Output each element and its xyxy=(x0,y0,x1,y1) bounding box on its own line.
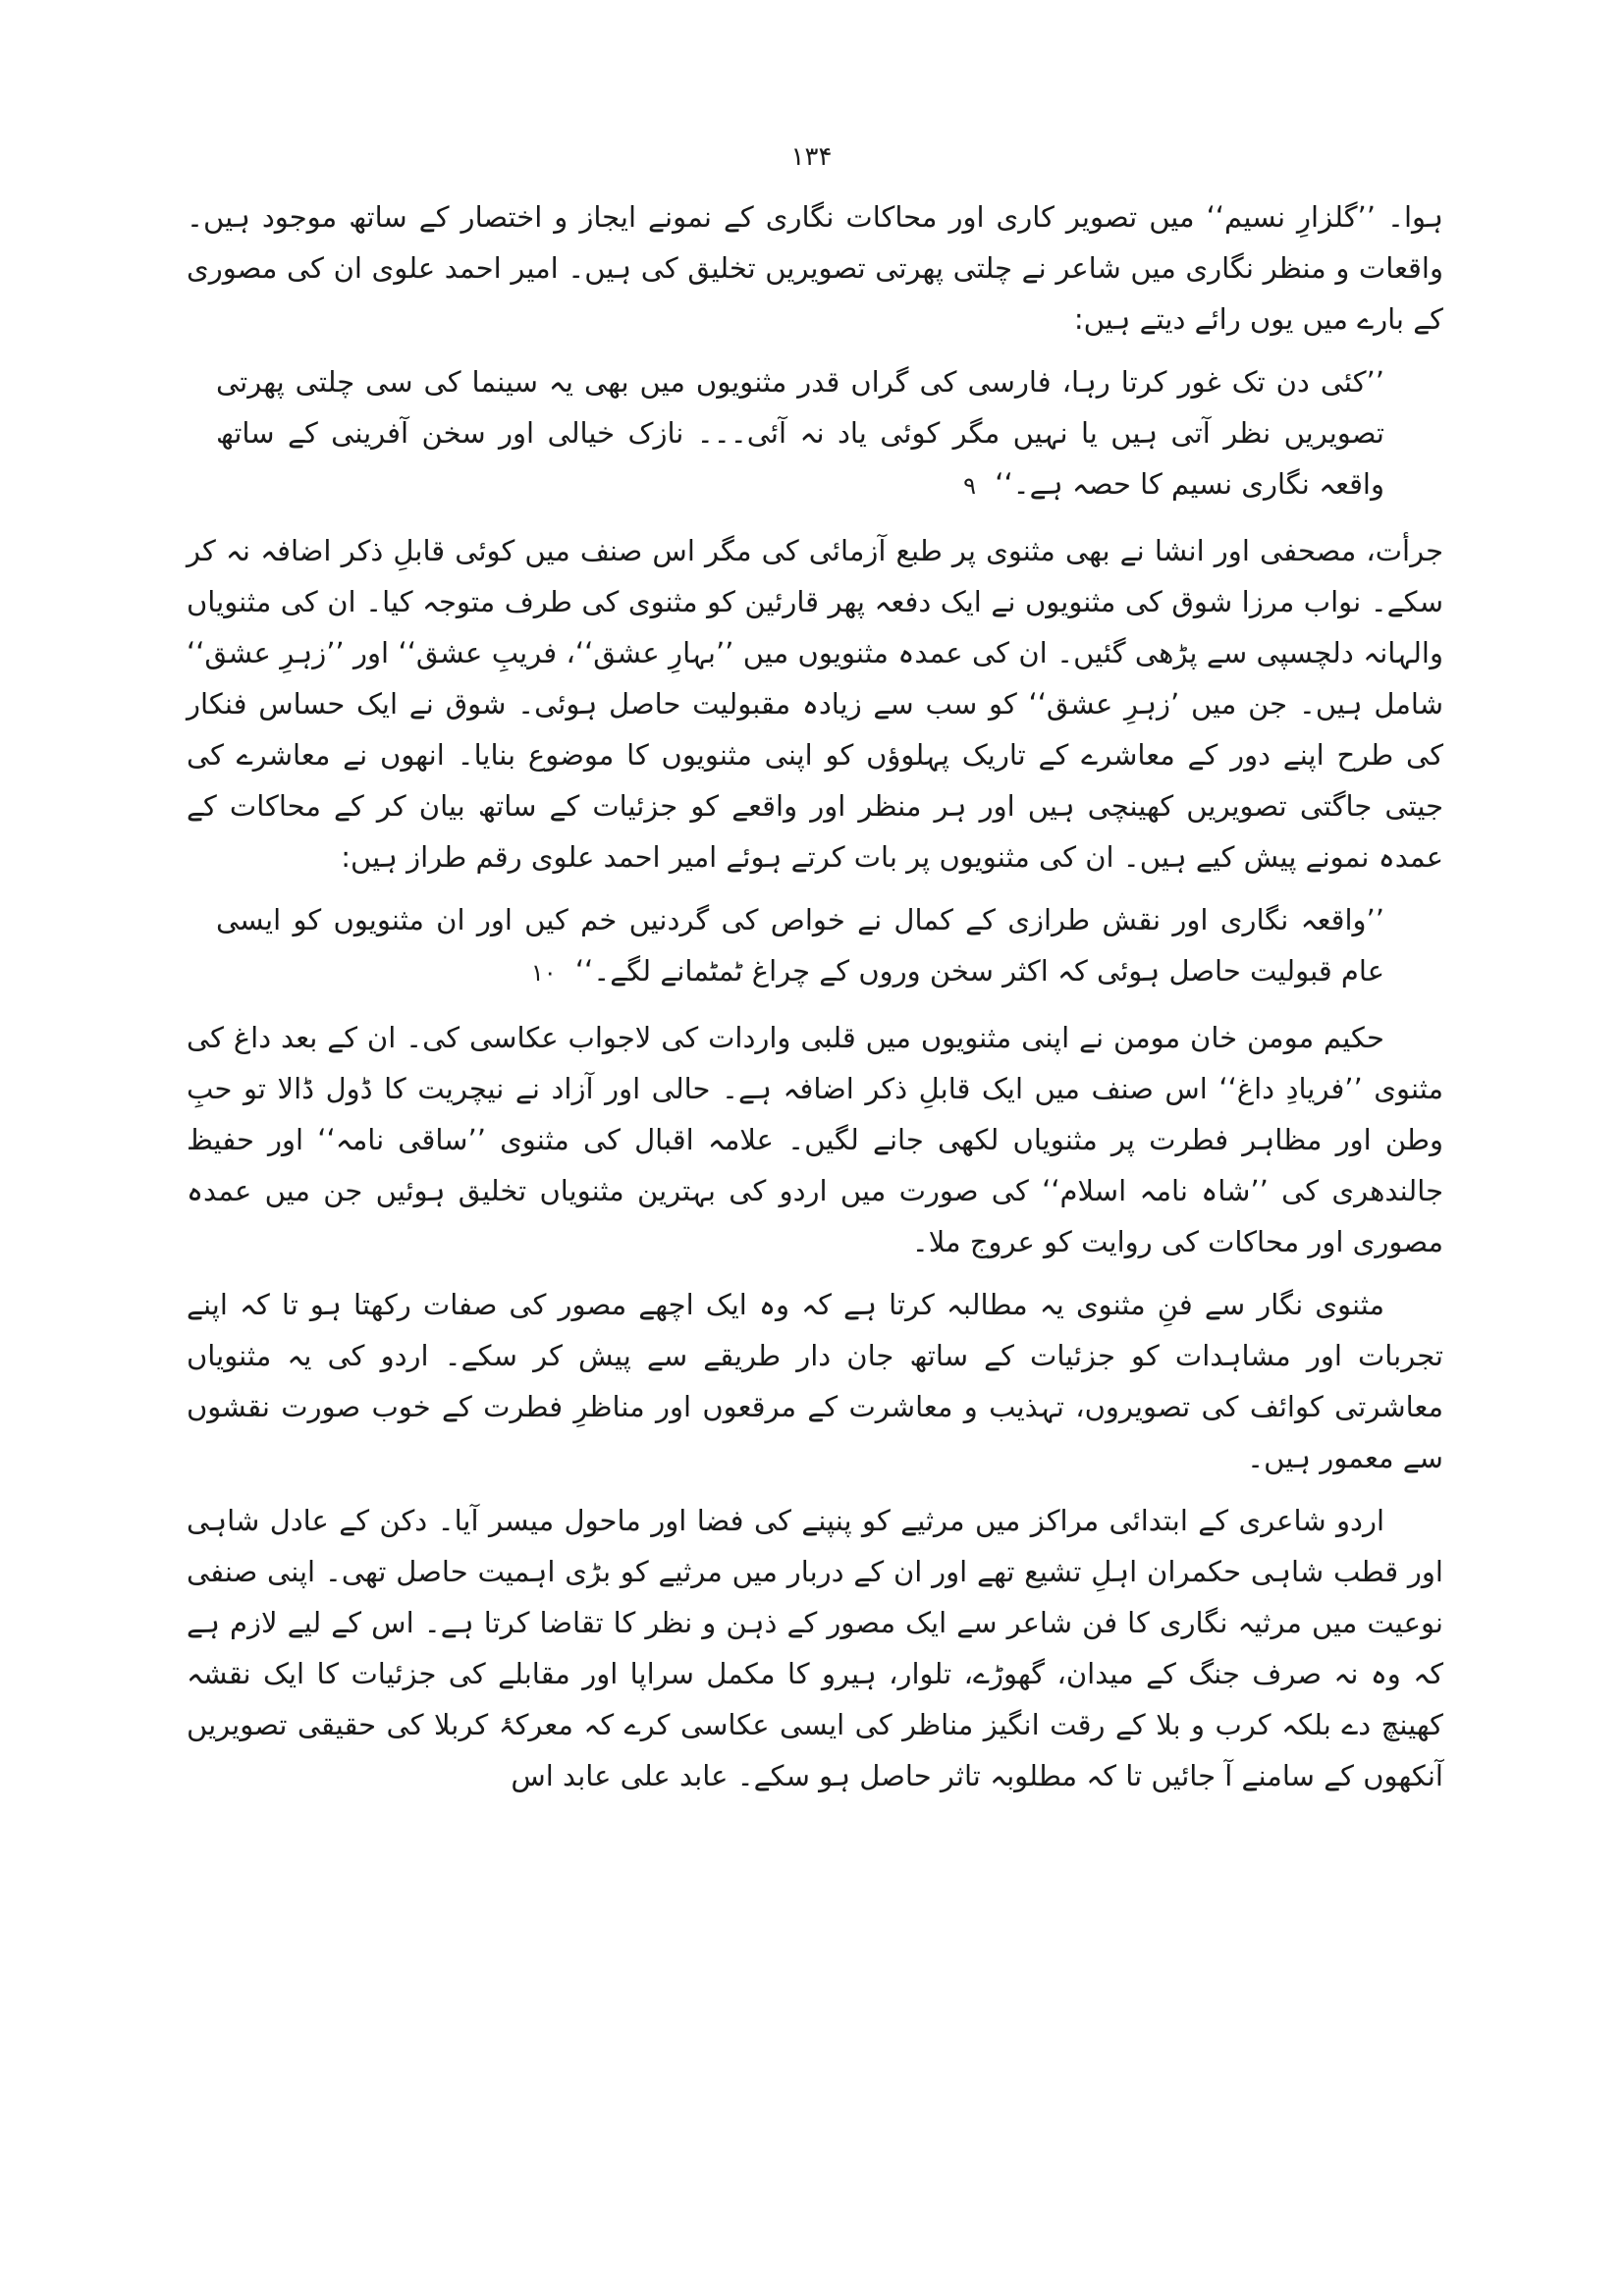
quote-text: ’’کئی دن تک غور کرتا رہا، فارسی کی گراں قدر مثنویوں میں بھی یہ سینما کی سی چلتی پھرتی تصویریں نظر آتی ہیں یا نہیں مگر کوئی یاد نہ آئی۔۔۔ نازک خیالی اور سخن آفرینی کے ساتھ واقعہ نگاری نسیم کا حصہ ہے۔‘‘ xyxy=(216,365,1384,501)
page-number: ۱۳۴ xyxy=(790,142,833,172)
paragraph-3 xyxy=(187,1012,1443,1267)
quote-text: ’’واقعہ نگاری اور نقش طرازی کے کمال نے خواص کی گردنیں خم کیں اور ان مثنویوں کو ایسی عام قبولیت حاصل ہوئی کہ اکثر سخن وروں کے چراغ ٹمٹمانے لگے۔‘‘ xyxy=(216,903,1384,988)
paragraph-1 xyxy=(187,191,1443,345)
paragraph-text: مثنوی نگار سے فنِ مثنوی یہ مطالبہ کرتا ہے کہ وہ ایک اچھے مصور کی صفات رکھتا ہو تا کہ اپنے تجربات اور مشاہدات کو جزئیات کے ساتھ جان دار طریقے سے پیش کر سکے۔ اردو کی یہ مثنویاں معاشرتی کوائف کی تصویروں، تہذیب و معاشرت کے مرقعوں اور مناظرِ فطرت کے خوب صورت نقشوں سے معمور ہیں۔ xyxy=(187,1288,1443,1474)
paragraph-text: اردو شاعری کے ابتدائی مراکز میں مرثیے کو پنپنے کی فضا اور ماحول میسر آیا۔ دکن کے عادل شاہی اور قطب شاہی حکمران اہلِ تشیع تھے اور ان کے دربار میں مرثیے کو بڑی اہمیت حاصل تھی۔ اپنی صنفی نوعیت میں مرثیہ نگاری کا فن شاعر سے ایک مصور کے ذہن و نظر کا تقاضا کرتا ہے۔ اس کے لیے لازم ہے کہ وہ نہ صرف جنگ کے میدان، گھوڑے، تلوار، ہیرو کا مکمل سراپا اور مقابلے کی جزئیات کا ایک نقشہ کھینچ دے بلکہ کرب و بلا کے رقت انگیز مناظر کی ایسی عکاسی کرے کہ معرکۂ کربلا کی حقیقی تصویریں آنکھوں کے سامنے آ جائیں تا کہ مطلوبہ تاثر حاصل ہو سکے۔ عابد علی عابد اس xyxy=(187,1504,1443,1792)
footnote-ref: ۹ xyxy=(963,472,977,500)
paragraph-text: جرأت، مصحفی اور انشا نے بھی مثنوی پر طبع آزمائی کی مگر اس صنف میں کوئی قابلِ ذکر اضافہ نہ کر سکے۔ نواب مرزا شوق کی مثنویوں نے ایک دفعہ پھر قارئین کو مثنوی کی طرف متوجہ کیا۔ ان کی مثنویاں والہانہ دلچسپی سے پڑھی گئیں۔ ان کی عمدہ مثنویوں میں ’’بہارِ عشق‘‘، فریبِ عشق‘‘ اور ’’زہرِ عشق‘‘ شامل ہیں۔ جن میں ’زہرِ عشق‘‘ کو سب سے زیادہ مقبولیت حاصل ہوئی۔ شوق نے ایک حساس فنکار کی طرح اپنے دور کے معاشرے کے تاریک پہلوؤں کو اپنی مثنویوں کا موضوع بنایا۔ انھوں نے معاشرے کی جیتی جاگتی تصویریں کھینچی ہیں اور ہر منظر اور واقعے کو جزئیات کے ساتھ بیان کر کے محاکات کے عمدہ نمونے پیش کیے ہیں۔ ان کی مثنویوں پر بات کرتے ہوئے امیر احمد علوی رقم طراز ہیں: xyxy=(187,534,1443,874)
paragraph-5 xyxy=(187,1495,1443,1801)
footnote-ref: ۱۰ xyxy=(530,959,557,987)
paragraph-text: حکیم مومن خان مومن نے اپنی مثنویوں میں قلبی واردات کی لاجواب عکاسی کی۔ ان کے بعد داغ کی مثنوی ’’فریادِ داغ‘‘ اس صنف میں ایک قابلِ ذکر اضافہ ہے۔ حالی اور آزاد نے نیچریت کا ڈول ڈالا تو حبِ وطن اور مظاہر فطرت پر مثنویاں لکھی جانے لگیں۔ علامہ اقبال کی مثنوی ’’ساقی نامہ‘‘ اور حفیظ جالندھری کی ’’شاہ نامہ اسلام‘‘ کی صورت میں اردو کی بہترین مثنویاں تخلیق ہوئیں جن میں عمدہ مصوری اور محاکات کی روایت کو عروج ملا۔ xyxy=(187,1021,1443,1258)
quote-1 xyxy=(216,356,1384,511)
quote-2 xyxy=(216,894,1384,998)
paragraph-text: ہوا۔ ’’گلزارِ نسیم‘‘ میں تصویر کاری اور محاکات نگاری کے نمونے ایجاز و اختصار کے ساتھ موجود ہیں۔ واقعات و منظر نگاری میں شاعر نے چلتی پھرتی تصویریں تخلیق کی ہیں۔ امیر احمد علوی ان کی مصوری کے بارے میں یوں رائے دیتے ہیں: xyxy=(187,200,1443,336)
text-body xyxy=(187,191,1443,1813)
paragraph-2 xyxy=(187,525,1443,882)
paragraph-4 xyxy=(187,1279,1443,1483)
